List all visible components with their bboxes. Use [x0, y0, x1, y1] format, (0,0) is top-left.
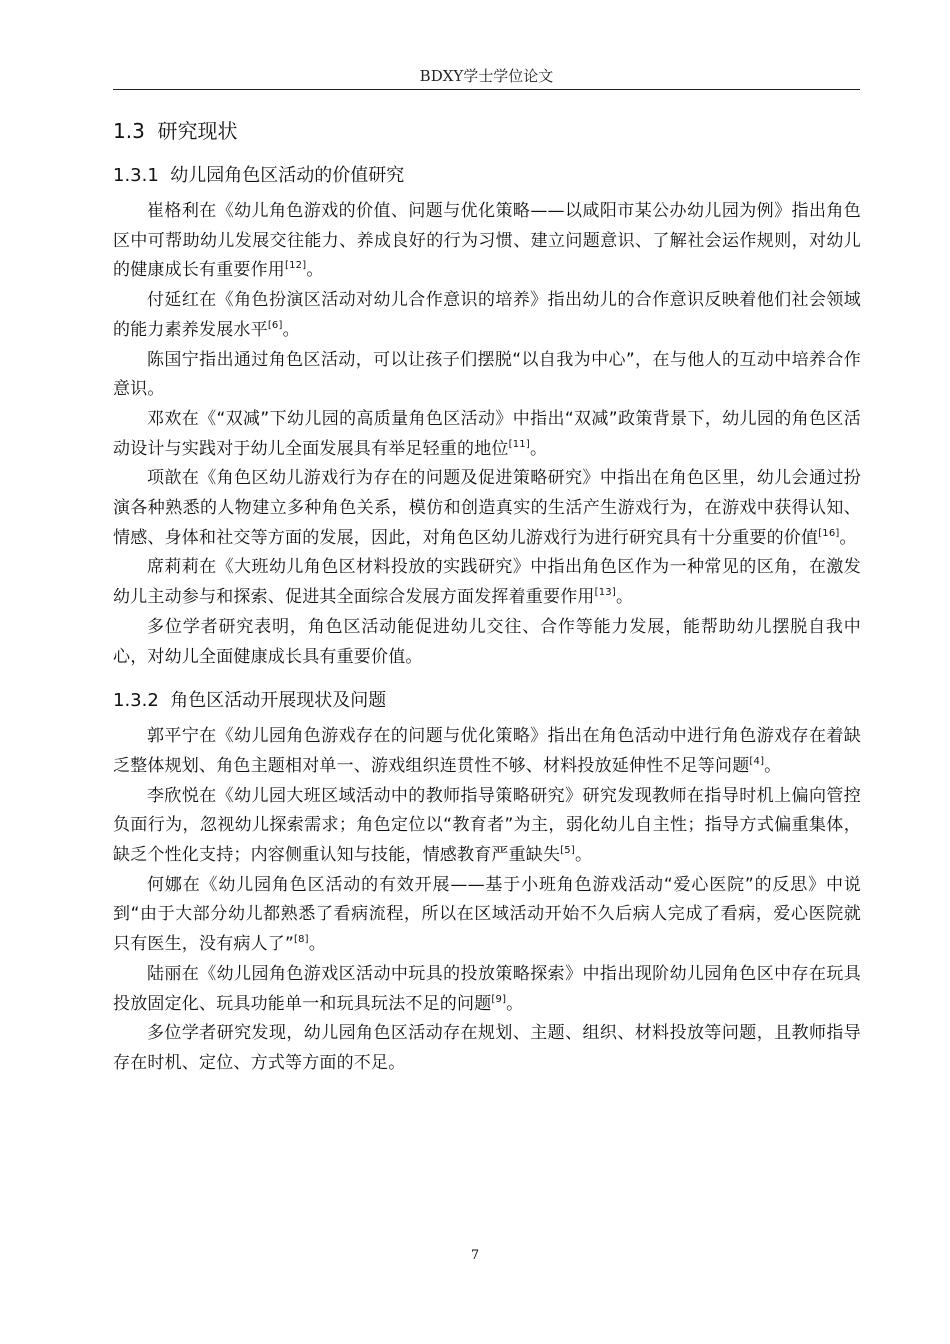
paragraph: 李欣悦在《幼儿园大班区域活动中的教师指导策略研究》研究发现教师在指导时机上偏向管控负面行为，忽视幼儿探索需求；角色定位以“教育者”为主，弱化幼儿自主性；指导方式偏重集体，缺乏个性化支持；内容侧重认知与技能，情感教育严重缺失[5]。	[113, 785, 861, 866]
subsection-heading-1	[113, 161, 861, 191]
citation: [12]	[285, 260, 307, 272]
paragraph: 何娜在《幼儿园角色区活动的有效开展——基于小班角色游戏活动“爱心医院”的反思》中说到“由于大部分幼儿都熟悉了看病流程，所以在区域活动开始不久后病人完成了看病，爱心医院就只有医生，没有病人了”[8]。	[113, 874, 861, 955]
citation: [13]	[594, 587, 616, 599]
citation: [9]	[491, 993, 507, 1005]
subsection-title: 幼儿园角色区活动的价值研究	[170, 165, 405, 186]
paragraph: 席莉莉在《大班幼儿角色区材料投放的实践研究》中指出角色区作为一种常见的区角，在激发幼儿主动参与和探索、促进其全面综合发展方面发挥着重要作用[13]。	[113, 557, 861, 608]
paragraph: 邓欢在《“双减”下幼儿园的高质量角色区活动》中指出“双减”政策背景下，幼儿园的角色区活动设计与实践对于幼儿全面发展具有举足轻重的地位[11]。	[113, 408, 861, 459]
subsection-number: 1.3.1	[113, 165, 159, 186]
paragraph: 多位学者研究发现，幼儿园角色区活动存在规划、主题、组织、材料投放等问题，且教师指导存在时机、定位、方式等方面的不足。	[113, 1023, 861, 1073]
running-header: BDXY学士学位论文	[419, 67, 554, 85]
citation: [8]	[294, 934, 309, 946]
citation: [4]	[749, 755, 765, 767]
paragraph: 陈国宁指出通过角色区活动，可以让孩子们摆脱“以自我为中心”，在与他人的互动中培养合作意识。	[113, 349, 861, 400]
subsection-number: 1.3.2	[113, 690, 159, 712]
subsection-title: 角色区活动开展现状及问题	[170, 690, 387, 712]
page-content	[113, 116, 861, 1079]
section-number: 1.3	[113, 119, 145, 143]
paragraph: 陆丽在《幼儿园角色游戏区活动中玩具的投放策略探索》中指出现阶幼儿园角色区中存在玩具投放固定化、玩具功能单一和玩具玩法不足的问题[9]。	[113, 963, 861, 1014]
page-number: 7	[470, 1248, 480, 1263]
citation: [16]	[818, 527, 840, 539]
paragraph: 项歆在《角色区幼儿游戏行为存在的问题及促进策略研究》中指出在角色区里，幼儿会通过扮演各种熟悉的人物建立多种角色关系，模仿和创造真实的生活产生游戏行为，在游戏中获得认知、情感、身体和社交等方面的发展，因此，对角色区幼儿游戏行为进行研究具有十分重要的价值[16]。	[113, 468, 861, 548]
paragraph: 郭平宁在《幼儿园角色游戏存在的问题与优化策略》指出在角色活动中进行角色游戏存在着缺乏整体规划、角色主题相对单一、游戏组织连贯性不够、材料投放延伸性不足等问题[4]。	[113, 726, 861, 776]
paragraph: 付延红在《角色扮演区活动对幼儿合作意识的培养》指出幼儿的合作意识反映着他们社会领域的能力素养发展水平[6]。	[113, 290, 861, 340]
citation: [11]	[508, 438, 530, 450]
subsection-heading-2	[113, 686, 861, 716]
section-title: 研究现状	[157, 119, 238, 143]
citation: [5]	[560, 845, 575, 857]
paragraph: 崔格利在《幼儿角色游戏的价值、问题与优化策略——以咸阳市某公办幼儿园为例》指出角色区中可帮助幼儿发展交往能力、养成良好的行为习惯、建立问题意识、了解社会运作规则，对幼儿的健康成长有重要作用[12]。	[113, 201, 861, 281]
header-rule	[113, 89, 860, 90]
section-heading	[113, 116, 861, 146]
paragraph: 多位学者研究表明，角色区活动能促进幼儿交往、合作等能力发展，能帮助幼儿摆脱自我中心，对幼儿全面健康成长具有重要价值。	[113, 616, 861, 667]
citation: [6]	[267, 319, 283, 331]
